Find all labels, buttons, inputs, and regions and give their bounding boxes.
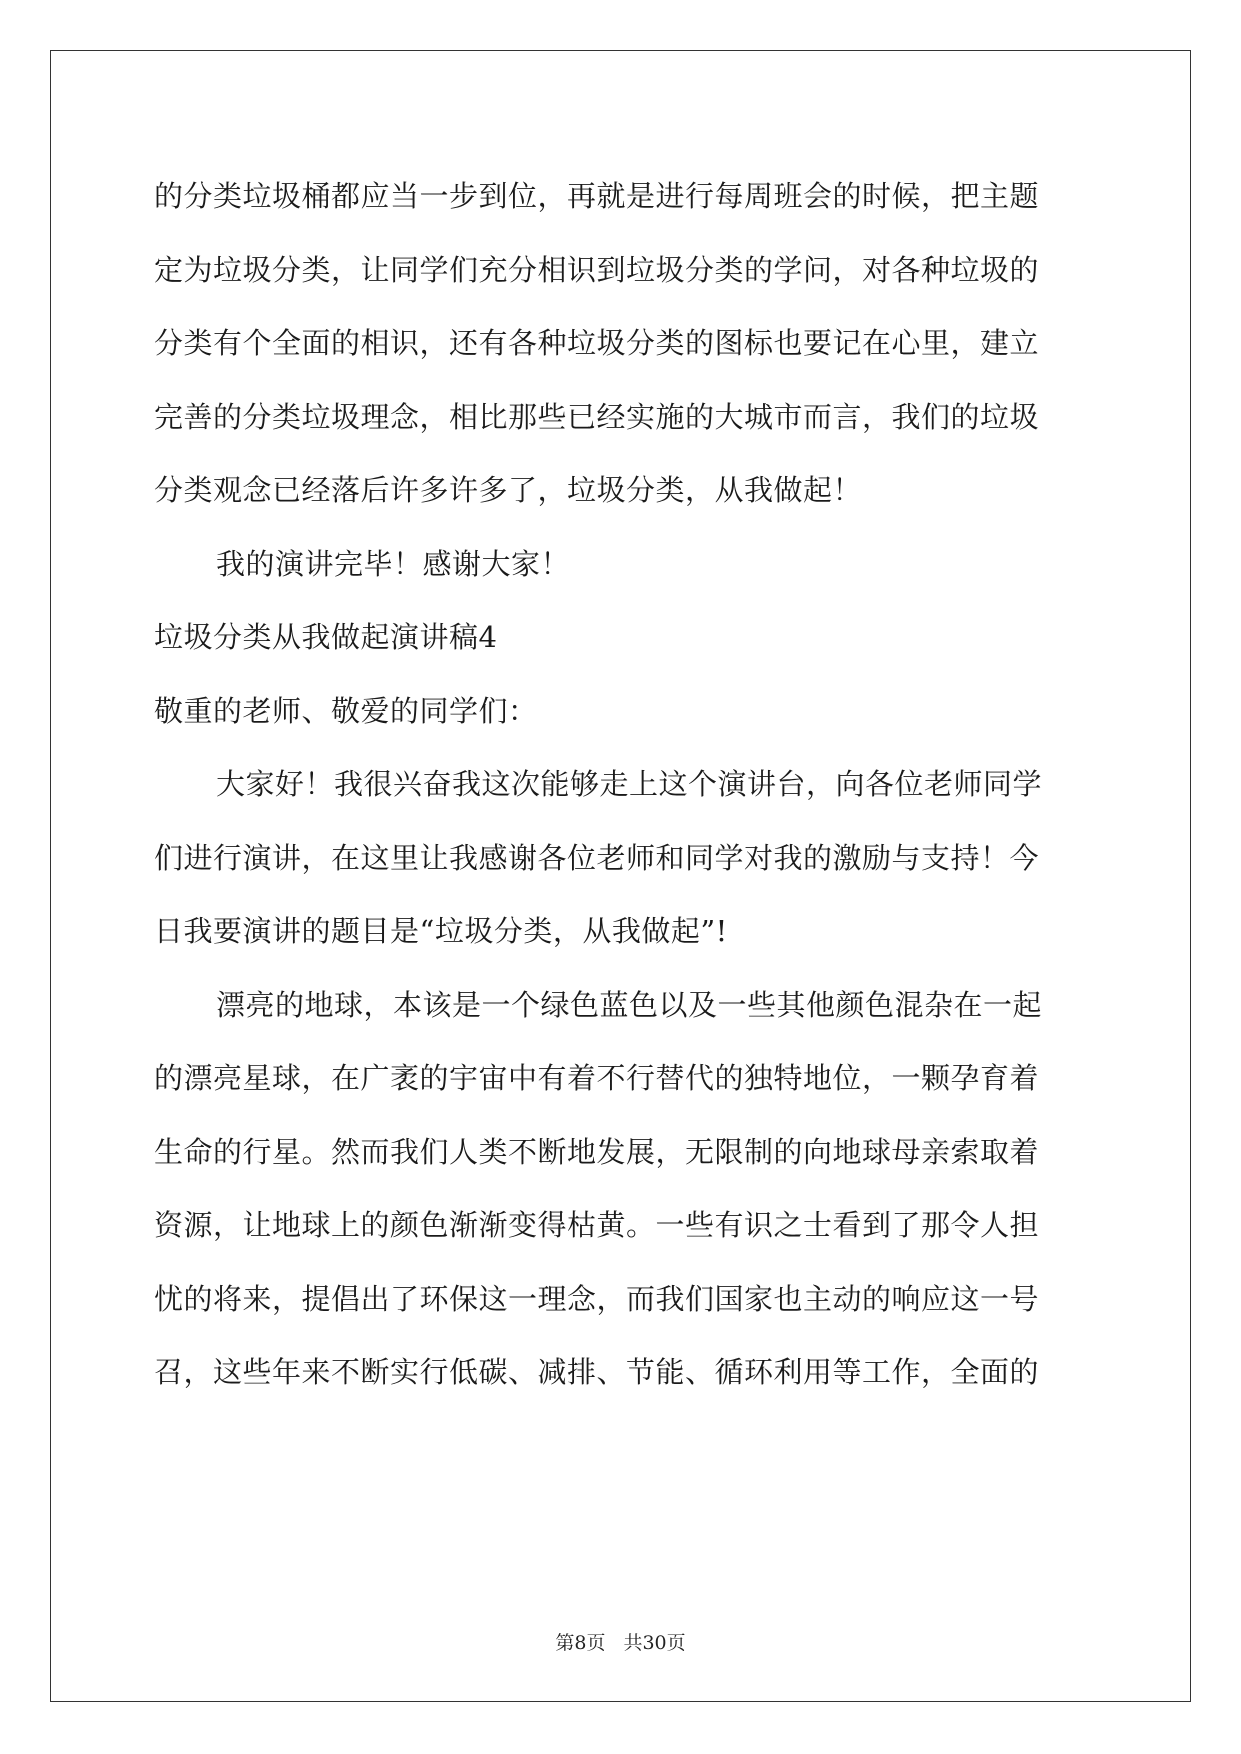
- text-line-17: 召，这些年来不断实行低碳、减排、节能、循环利用等工作，全面的: [154, 1355, 1040, 1389]
- text-line-12: 漂亮的地球，本该是一个绿色蓝色以及一些其他颜色混杂在一起: [216, 987, 1043, 1022]
- text-line-15: 资源，让地球上的颜色渐渐变得枯黄。一些有识之士看到了那令人担: [154, 1208, 1040, 1242]
- text-line-2: 定为垃圾分类，让同学们充分相识到垃圾分类的学问，对各种垃圾的: [154, 252, 1040, 287]
- closing-line: 我的演讲完毕！感谢大家！: [216, 546, 571, 581]
- text-line-13: 的漂亮星球，在广袤的宇宙中有着不行替代的独特地位，一颗孕育着: [154, 1061, 1040, 1095]
- text-line-5: 分类观念已经落后许多许多了，垃圾分类，从我做起！: [154, 473, 863, 507]
- text-line-16: 忧的将来，提倡出了环保这一理念，而我们国家也主动的响应这一号: [154, 1281, 1040, 1316]
- document-body: [154, 160, 1089, 1410]
- text-line-10: 们进行演讲，在这里让我感谢各位老师和同学对我的激励与支持！今: [154, 840, 1040, 875]
- text-line-4: 完善的分类垃圾理念，相比那些已经实施的大城市而言，我们的垃圾: [154, 399, 1040, 434]
- page-footer: [0, 1628, 1241, 1655]
- text-line-1: 的分类垃圾桶都应当一步到位，再就是进行每周班会的时候，把主题: [154, 179, 1040, 213]
- section-heading: 垃圾分类从我做起演讲稿4: [154, 620, 498, 654]
- salutation: 敬重的老师、敬爱的同学们：: [154, 693, 538, 728]
- text-line-3: 分类有个全面的相识，还有各种垃圾分类的图标也要记在心里，建立: [154, 326, 1040, 360]
- text-line-9: 大家好！我很兴奋我这次能够走上这个演讲台，向各位老师同学: [216, 767, 1043, 801]
- text-line-14: 生命的行星。然而我们人类不断地发展，无限制的向地球母亲索取着: [154, 1134, 1040, 1169]
- text-line-11: 日我要演讲的题目是“垃圾分类，从我做起”!: [154, 914, 728, 948]
- total-pages-label: 共30页: [623, 1632, 686, 1654]
- current-page-label: 第8页: [555, 1632, 606, 1654]
